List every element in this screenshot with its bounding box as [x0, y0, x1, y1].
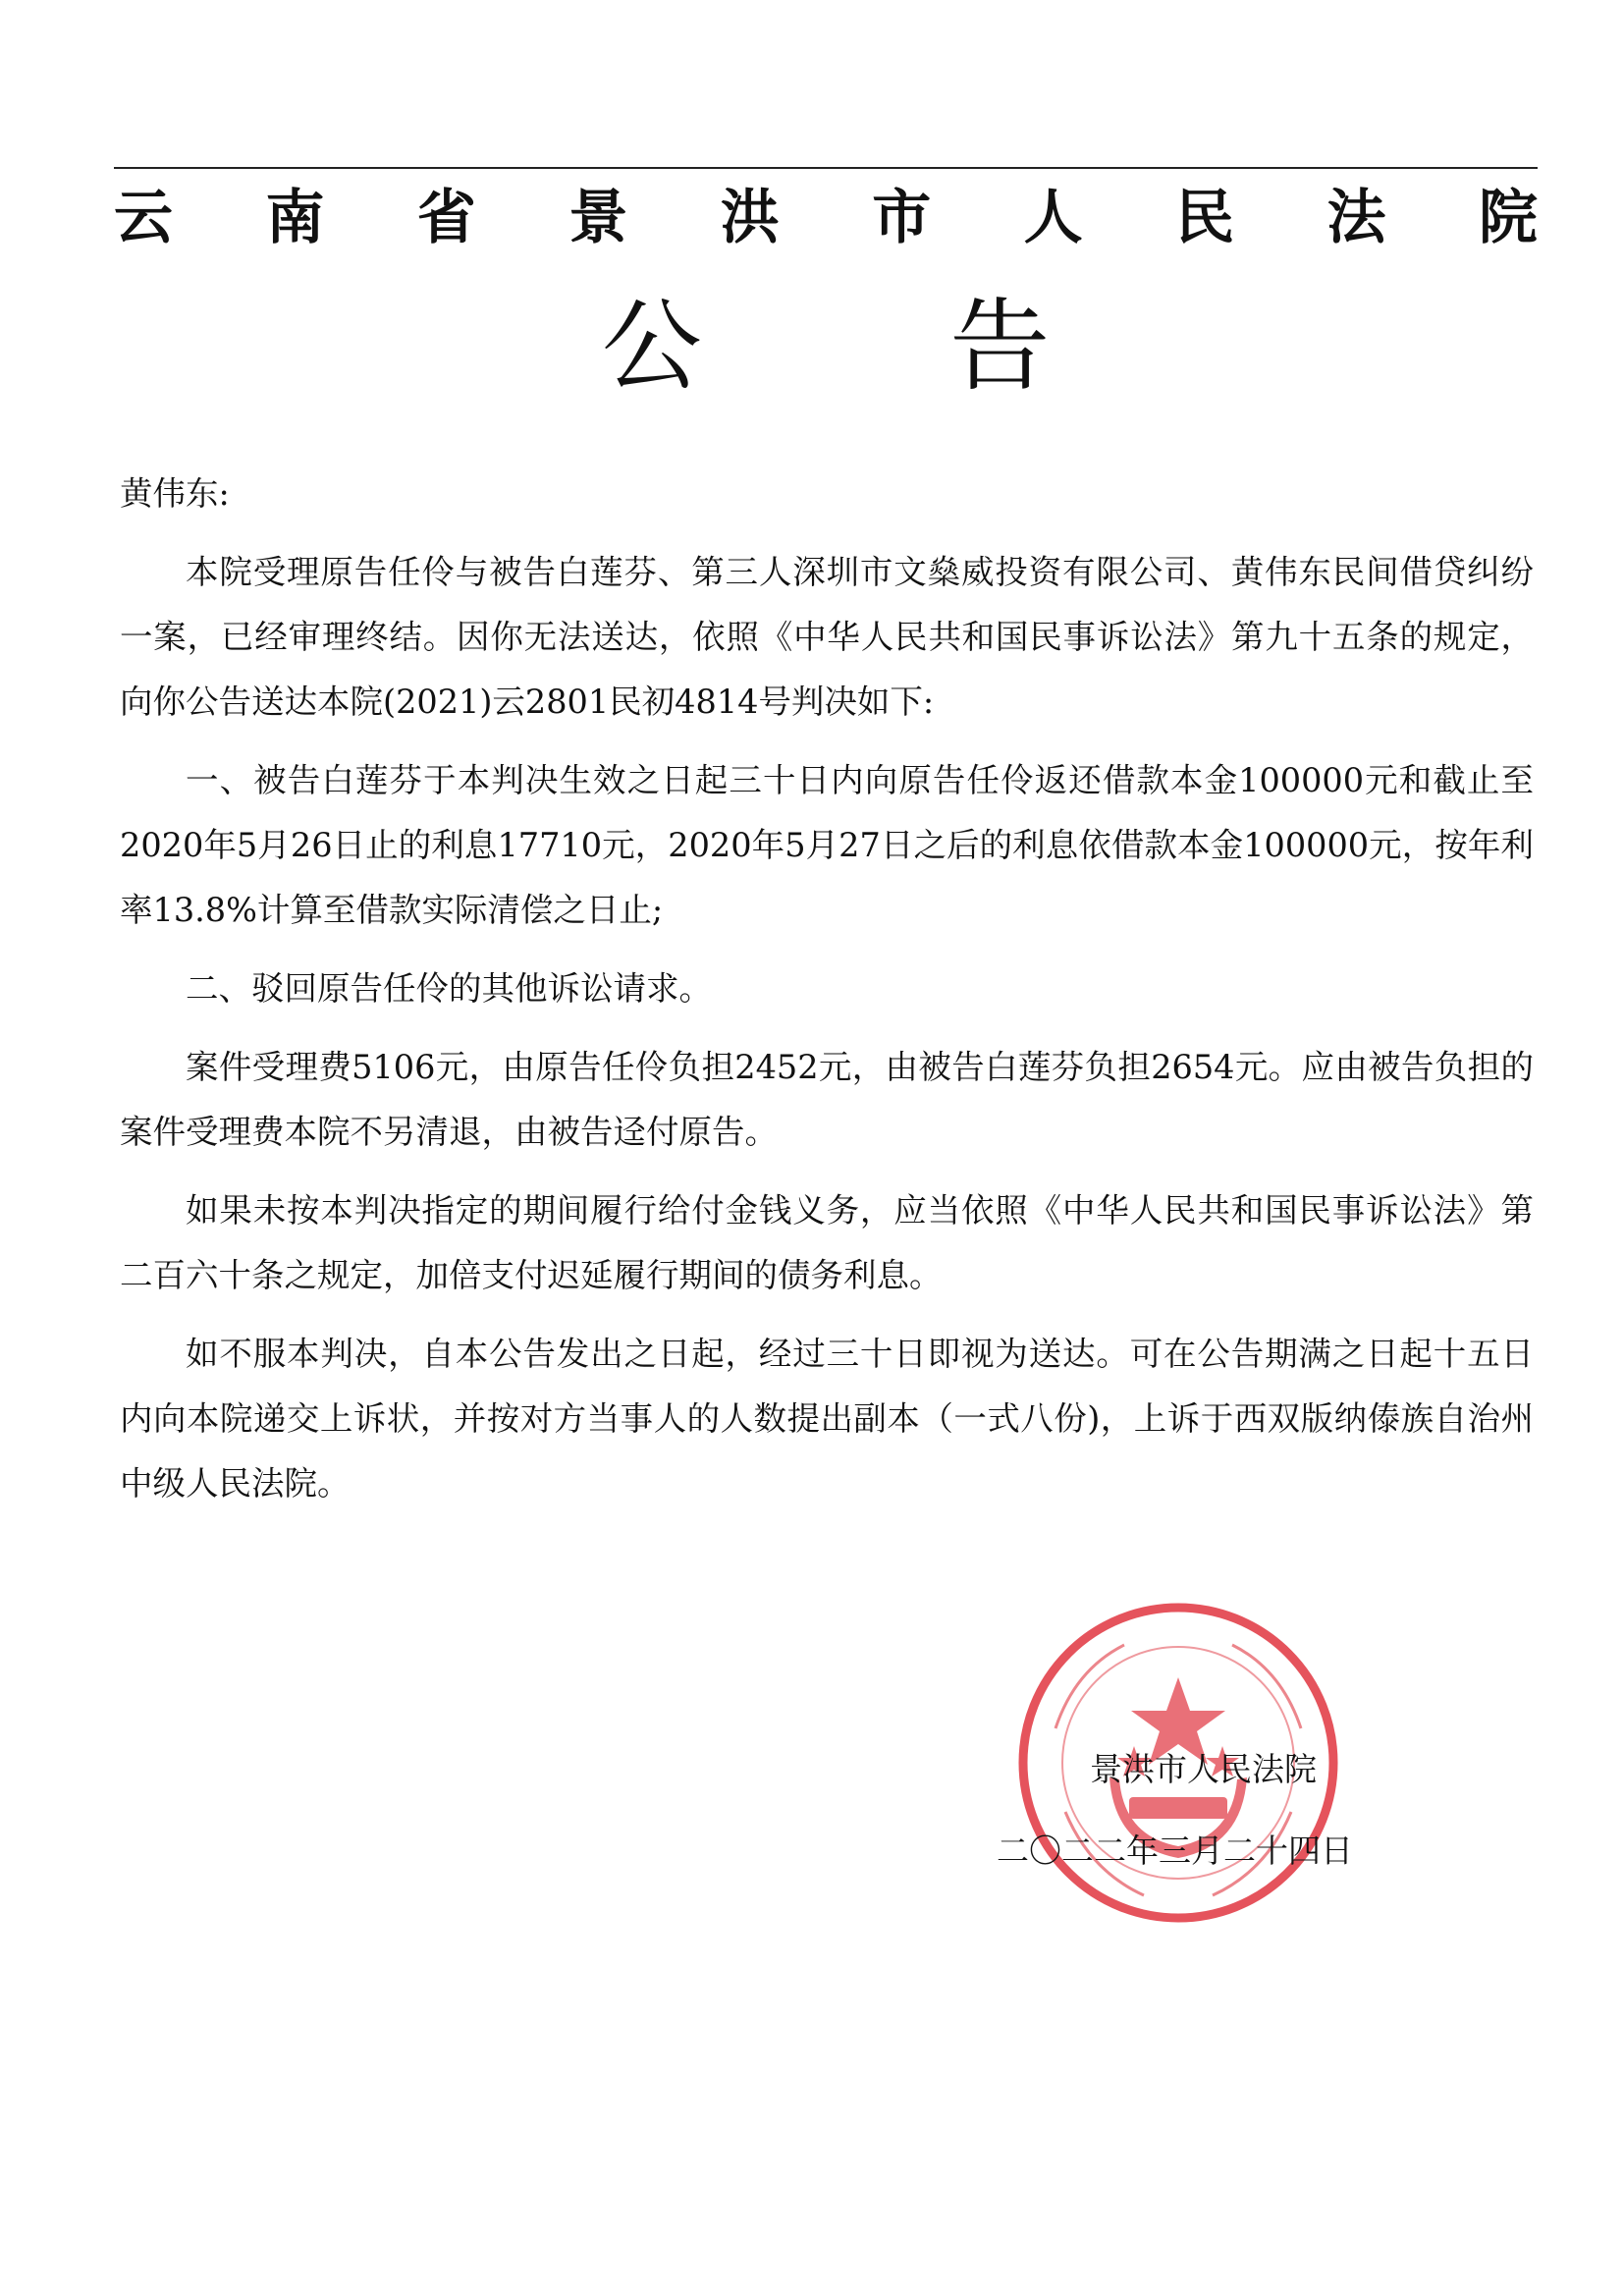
issue-date: 二〇二二年三月二十四日 — [997, 1831, 1353, 1870]
court-name-char: 市 — [872, 184, 932, 252]
court-name-char: 法 — [1326, 184, 1386, 252]
court-name-char: 院 — [1478, 184, 1538, 252]
body-paragraph: 二、驳回原告任伶的其他诉讼请求。 — [186, 969, 712, 1008]
court-name-char: 云 — [114, 184, 173, 252]
body-paragraph: 如果未按本判决指定的期间履行给付金钱义务，应当依照《中华人民共和国民事诉讼法》第二百六十条之规定，加倍支付迟延履行期间的债务利息。 — [120, 1191, 1534, 1294]
notice-title: 公 告 — [601, 289, 1159, 406]
court-name-char: 人 — [1023, 184, 1083, 252]
court-name-char: 南 — [265, 184, 325, 252]
notice-body — [120, 462, 1534, 1516]
court-name — [114, 179, 1538, 252]
signature-court-name: 景洪市人民法院 — [1090, 1750, 1317, 1788]
body-paragraph: 案件受理费5106元，由原告任伶负担2452元，由被告白莲芬负担2654元。应由被告负担的案件受理费本院不另清退，由被告迳付原告。 — [120, 1048, 1534, 1151]
addressee: 黄伟东: — [120, 474, 230, 513]
body-paragraph: 一、被告白莲芬于本判决生效之日起三十日内向原告任伶返还借款本金100000元和截止至2020年5月26日止的利息17710元，2020年5月27日之后的利息依借款本金100000元，按年利率13.8%计算至借款实际清偿之日止; — [120, 761, 1534, 929]
court-name-char: 省 — [416, 184, 476, 252]
header-rule — [114, 167, 1538, 169]
court-name-char: 景 — [568, 184, 628, 252]
body-paragraph: 如不服本判决，自本公告发出之日起，经过三十日即视为送达。可在公告期满之日起十五日内向本院递交上诉状，并按对方当事人的人数提出副本（一式八份)，上诉于西双版纳傣族自治州中级人民法院。 — [120, 1335, 1534, 1503]
court-name-char: 民 — [1175, 184, 1235, 252]
body-paragraph: 本院受理原告任伶与被告白莲芬、第三人深圳市文燊威投资有限公司、黄伟东民间借贷纠纷一案，已经审理终结。因你无法送达，依照《中华人民共和国民事诉讼法》第九十五条的规定，向你公告送达本院(2021)云2801民初4814号判决如下: — [120, 553, 1534, 721]
court-name-char: 洪 — [720, 184, 780, 252]
